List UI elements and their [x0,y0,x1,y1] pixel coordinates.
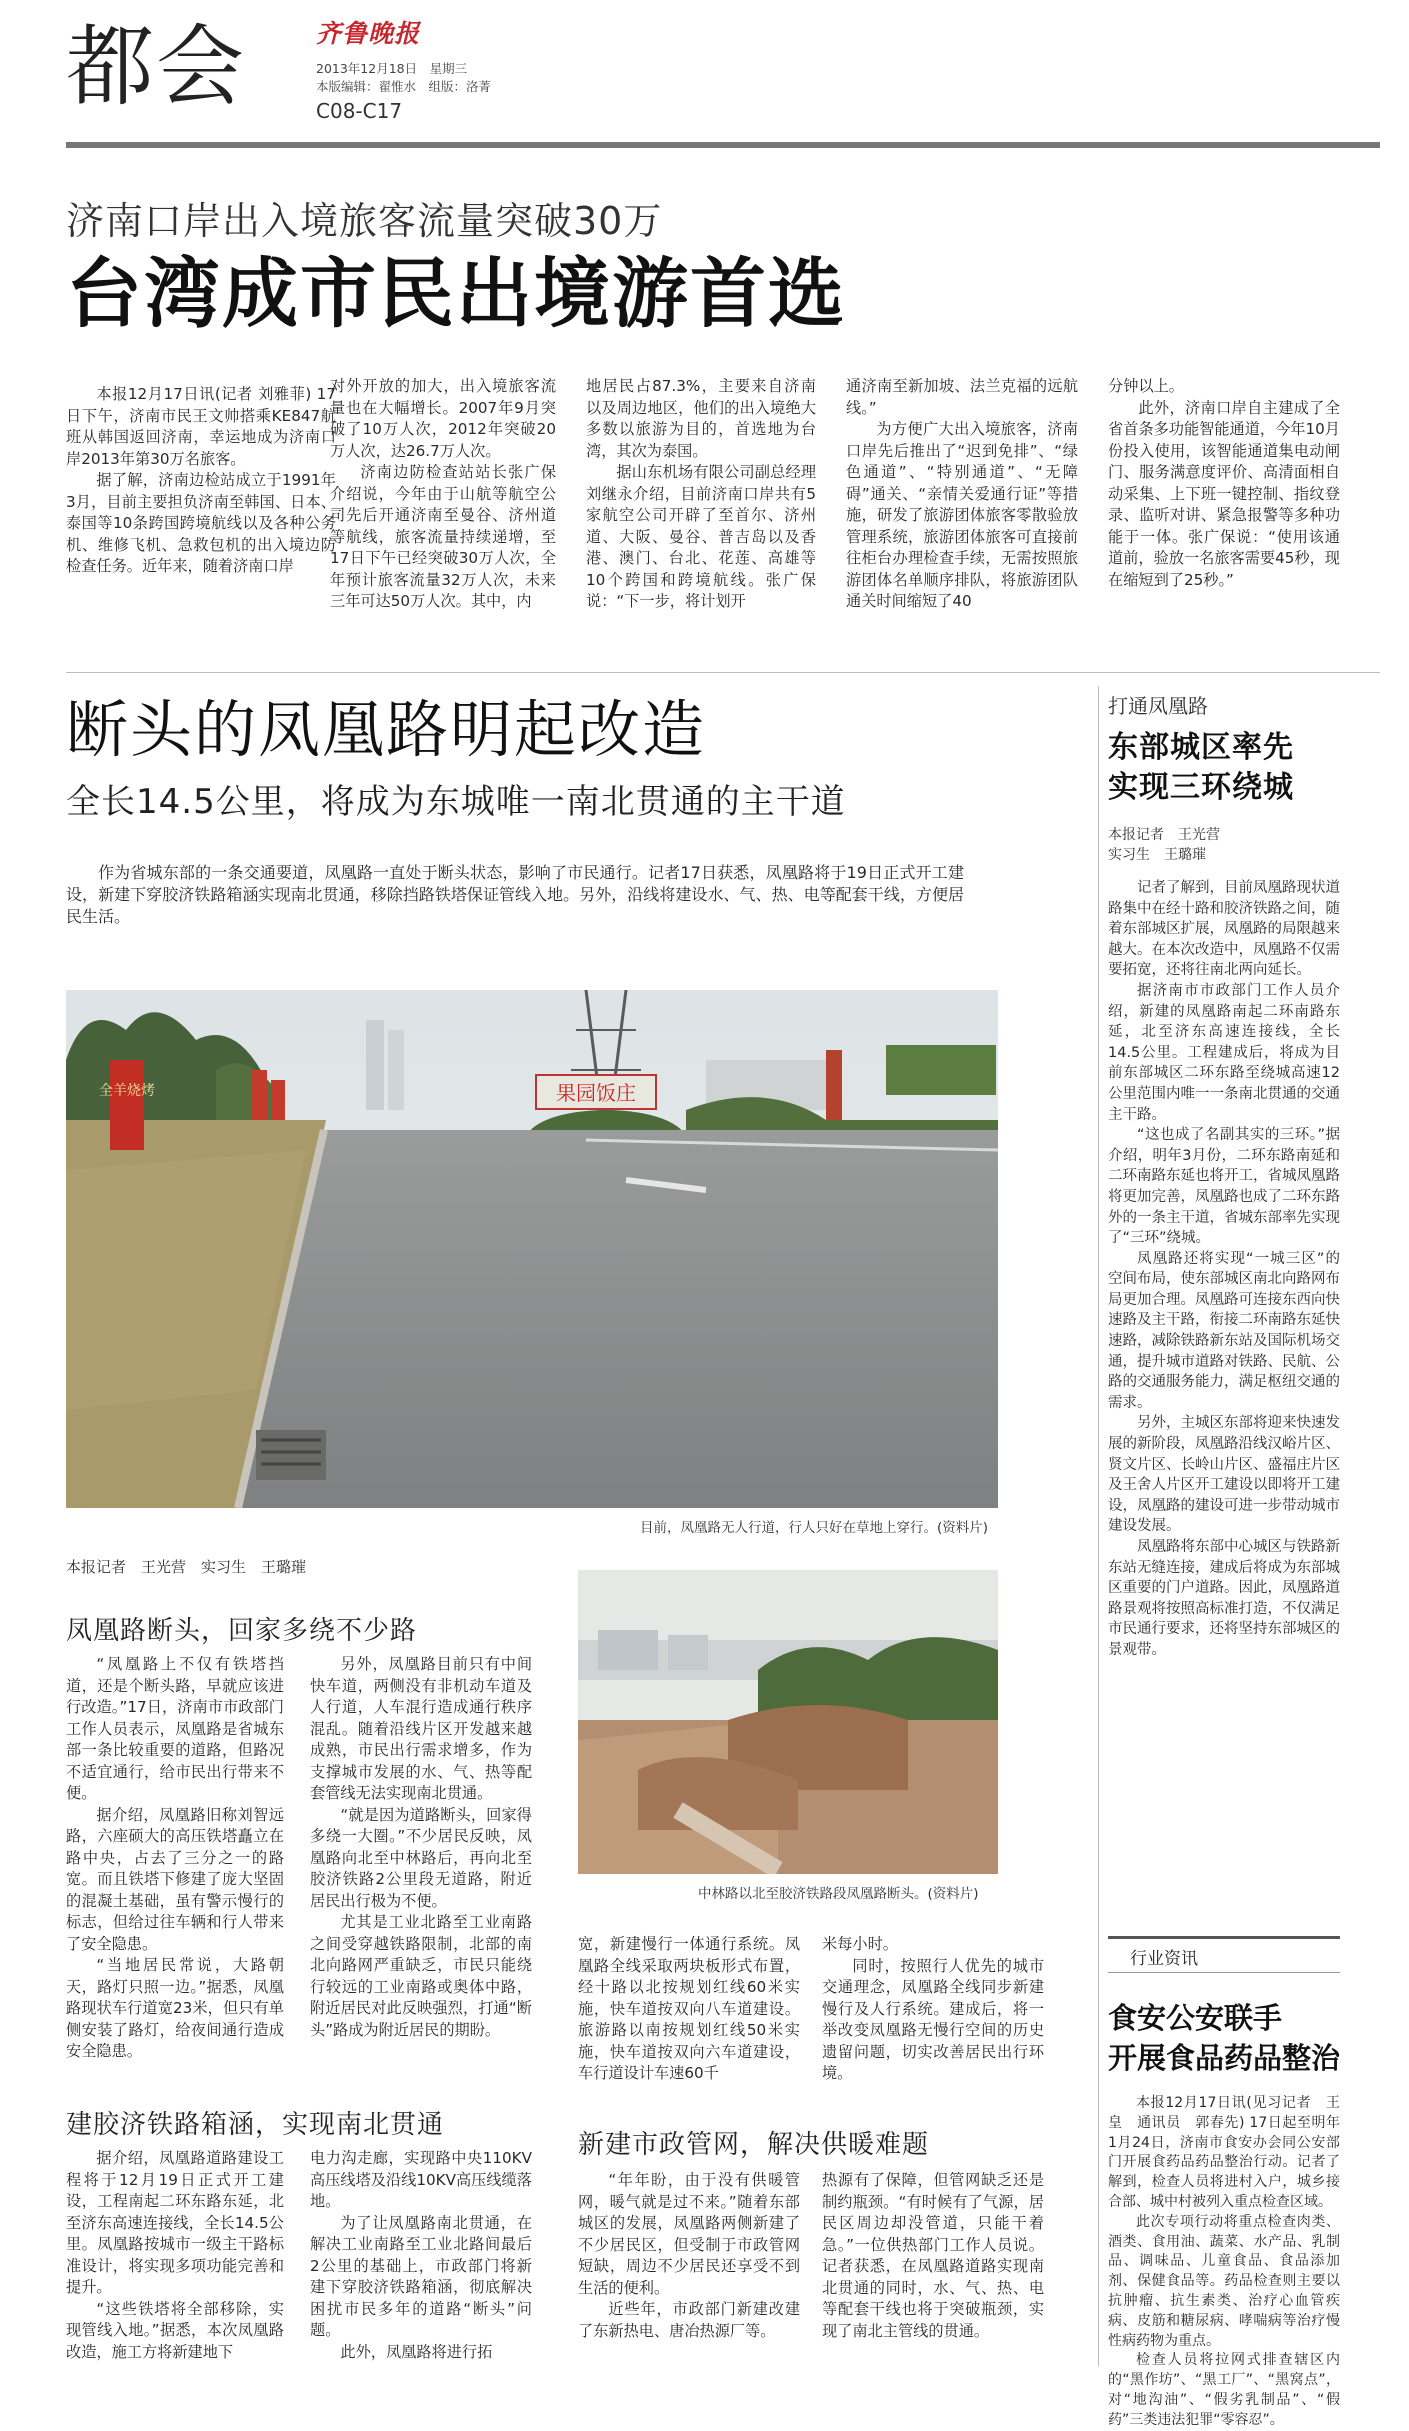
photo2-caption: 中林路以北至胶济铁路段凤凰路断头。(资料片) [698,1886,979,1902]
lead-col-5 [1108,376,1340,591]
sub2-col-2 [310,2148,532,2363]
sub3-title: 新建市政管网，解决供暖难题 [578,2130,930,2160]
paragraph: “年年盼，由于没有供暖管网，暖气就是过不来。”随着东部城区的发展，凤凰路两侧新建了不少居民区，但受制于市政管网短缺，周边不少居民还享受不到生活的便利。 [578,2171,800,2297]
editor-line: 本版编辑：翟惟水 组版：洛菁 [316,79,492,94]
food-body [1108,2094,1340,2431]
sidebar-headline-2: 实现三环绕城 [1108,770,1294,805]
paragraph: “凤凰路上不仅有铁塔挡道，还是个断头路，早就应该进行改造。”17日，济南市市政部门工作人员表示，凤凰路是省城东部一条比较重要的道路，但路况不适宜通行，给市民出行带来不便。 [66,1655,284,1802]
paragraph: “当地居民常说，大路朝天，路灯只照一边。”据悉，凤凰路现状车行道宽23米，但只有单侧安装了路灯，给夜间通行造成安全隐患。 [66,1956,284,2060]
paragraph: 此外，济南口岸自主建成了全省首条多功能智能通道，今年10月份投入使用，该智能通道集电动闸门、服务满意度评价、高清面相自动采集、上下班一键控制、指纹登录、监听对讲、紧急报警等多种功能于一体。张广保说：“使用该通道前，验放一名旅客需要45秒，现在缩短到了25秒。” [1108,398,1340,589]
sub3-col-1 [578,2170,800,2342]
paragraph: 检查人员将拉网式排查辖区内的“黑作坊”、“黑工厂”、“黑窝点”，对“地沟油”、“假劣乳制品”、“假药”三类违法犯罪“零容忍”。 [1108,2352,1340,2428]
paragraph: 记者了解到，目前凤凰路现状道路集中在经十路和胶济铁路之间，随着东部城区扩展，凤凰路的局限越来越大。在本次改造中，凤凰路不仅需要拓宽，还将往南北两向延长。 [1108,880,1340,979]
paragraph: 宽，新建慢行一体通行系统。凤凰路全线采取两块板形式布置，经十路以北按规划红线60米实施，快车道按双向八车道建设。旅游路以南按规划红线50米实施，快车道按双向六车道建设，车行道设计车速60千 [578,1935,800,2082]
food-headline-1: 食安公安联手 [1108,2001,1283,2035]
sub1-col-1 [66,1654,284,2063]
sidebar-byline-1: 本报记者 王光营 [1108,827,1220,843]
paragraph: 为了让凤凰路南北贯通，在解决工业南路至工业北路间最后2公里的基础上，市政部门将新建下穿胶济铁路箱涵，彻底解决困扰市民多年的道路“断头”问题。 [310,2213,532,2339]
paragraph: 分钟以上。 [1108,377,1184,395]
sub1-col-2 [310,1654,532,2041]
paragraph: 据山东机场有限公司副总经理刘继永介绍，目前济南口岸共有5家航空公司开辟了至首尔、济州道、大阪、曼谷、普吉岛以及香港、澳门、台北、花莲、高雄等10个跨国和跨境航线。张广保说：“下一步，将计划开 [586,463,816,610]
paragraph: 据介绍，凤凰路旧称刘智远路，六座硕大的高压铁塔矗立在路中央，占去了三分之一的路宽。而且铁塔下修建了庞大坚固的混凝土基础，虽有警示慢行的标志，但给过往车辆和行人带来了安全隐患。 [66,1805,284,1953]
paragraph: 此外，凤凰路将进行拓 [340,2342,493,2361]
paragraph: 此次专项行动将重点检查肉类、酒类、食用油、蔬菜、水产品、乳制品、调味品、儿童食品、食品添加剂、保健食品等。药品检查则主要以抗肿瘤、抗生素类、治疗心血管疾病、皮筋和糖尿病、哮喘病等治疗慢性病药物为重点。 [1108,2213,1340,2349]
sidebar-headline-1: 东部城区率先 [1108,730,1294,765]
lead-col-4 [846,376,1078,613]
road-photo [66,990,998,1508]
sidebar-byline-2: 实习生 王璐璀 [1108,847,1206,863]
sub1-title: 凤凰路断头，回家多绕不少路 [66,1616,418,1646]
paragraph: 米每小时。 [822,1935,898,1953]
paragraph: 本报12月17日讯(记者 刘雅菲) 17日下午，济南市民王文帅搭乘KE847航班从韩国返回济南，幸运地成为济南口岸2013年第30万名旅客。 [66,385,336,468]
paper-logo: 齐鲁晚报 [316,19,421,48]
paragraph: 本报12月17日讯(见习记者 王皇 通讯员 郭春先) 17日起至明年1月24日，济南市食安办会同公安部门开展食药品药品整治行动。记者了解到，检查人员将进村入户，城乡接合部、城中村被列入重点检查区域。 [1108,2095,1340,2210]
main-byline: 本报记者 王光营 实习生 王璐璀 [66,1558,307,1576]
paragraph: 热源有了保障，但管网缺乏还是制约瓶颈。“有时候有了气源，居民区周边却没管道，只能干着急。”一位供热部门工作人员说。记者获悉，在凤凰路道路实现南北贯通的同时，水、气、热、电等配套干线也将于突破瓶颈，实现了南北主管线的贯通。 [822,2171,1044,2340]
sub3-col-2 [822,2170,1044,2342]
mid-col-2 [822,1934,1044,2085]
paragraph: “就是因为道路断头，回家得多绕一大圈。”不少居民反映，凤凰路向北至中林路后，再向北至胶济铁路2公里段无道路，附近居民出行极为不便。 [310,1805,532,1910]
lead-headline: 台湾成市民出境游首选 [66,249,846,338]
paragraph: 另外，主城区东部将迎来快速发展的新阶段，凤凰路沿线汉峪片区、贤文片区、长岭山片区、盛福庄片区及王舍人片区开工建设以即将开工建设，凤凰路的建设可进一步带动城市建设发展。 [1108,1415,1340,1535]
paragraph: 近些年，市政部门新建改建了东新热电、唐冶热源厂等。 [578,2300,800,2340]
industry-rule [1108,1936,1340,1939]
mid-col-1 [578,1934,800,2085]
lead-col-1 [66,384,336,578]
paragraph: 为方便广大出入境旅客，济南口岸先后推出了“迟到免排”、“绿色通道”、“特别通道”、“无障碍”通关、“亲情关爱通行证”等措施，研发了旅游团体旅客零散验放管理系统，旅游团体旅客可直接前往柜台办理检查手续，无需按照旅游团体名单顺序排队，将旅游团队通关时间缩短了40 [846,420,1078,610]
page-range: C08-C17 [316,99,403,123]
masthead-rule [66,142,1380,148]
paragraph: 同时，按照行人优先的城市交通理念，凤凰路全线同步新建慢行及人行系统。建成后，将一举改变凤凰路无慢行空间的历史遗留问题，切实改善居民出行环境。 [822,1956,1044,2082]
sidebar-kicker: 打通凤凰路 [1108,694,1208,718]
paragraph: 据了解，济南边检站成立于1991年3月，目前主要担负济南至韩国、日本、泰国等10条跨国跨境航线以及各种公务机、维修飞机、急救包机的出入境边防检查任务。近年来，随着济南口岸 [66,471,336,575]
paragraph: 据介绍，凤凰路道路建设工程将于12月19日正式开工建设，工程南起二环东路东延，北至济东高速连接线，全长14.5公里。凤凰路按城市一级主干路标准设计，将实现多项功能完善和提升。 [66,2149,284,2296]
paragraph: 据济南市市政部门工作人员介绍，新建的凤凰路南起二环南路东延，北至济东高速连接线，全长14.5公里。工程建成后，将成为目前东部城区二环东路至绕城高速12公里范围内唯一一条南北贯通的交通主干路。 [1108,982,1340,1123]
main-intro: 作为省城东部的一条交通要道，凤凰路一直处于断头状态，影响了市民通行。记者17日获悉，凤凰路将于19日正式开工建设，新建下穿胶济铁路箱涵实现南北贯通，移除挡路铁塔保证管线入地。另外，沿线将建设水、气、热、电等配套干线，方便居民生活。 [66,863,964,926]
paragraph: 另外，凤凰路目前只有中间快车道，两侧没有非机动车道及人行道，人车混行造成通行秩序混乱。随着沿线片区开发越来越成熟，市民出行需求增多，作为支撑城市发展的水、气、热等配套管线无法实现南北贯通。 [310,1655,532,1802]
paragraph: 凤凰路将东部中心城区与铁路新东站无缝连接，建成后将成为东部城区重要的门户道路。因此，凤凰路道路景观将按照高标准打造，不仅满足市民通行要求，还将坚持东部城区的景观带。 [1108,1539,1340,1658]
photo1-caption: 目前，凤凰路无人行道，行人只好在草地上穿行。(资料片) [640,1520,989,1536]
paragraph: 凤凰路还将实现“一城三区”的空间布局，使东部城区南北向路网布局更加合理。凤凰路可连接东西向快速路及主干路，衔接二环南路东延快速路，减除铁路新东站及国际机场交通，提升城市道路对铁路、民航、公路的交通服务能力，满足枢纽交通的需求。 [1108,1250,1340,1411]
main-subheadline: 全长14.5公里，将成为东城唯一南北贯通的主干道 [66,782,846,822]
sidebar-body [1108,878,1340,1661]
food-headline-2: 开展食品药品整治 [1108,2041,1341,2075]
paragraph: 济南边防检查站站长张广保介绍说，今年由于山航等航空公司先后开通济南至曼谷、济州道等航线，旅客流量持续递增，至17日下午已经突破30万人次，全年预计旅客流量32万人次，未来三年可达50万人次。其中，内 [330,463,556,610]
dead-end-photo [578,1570,998,1874]
sidebar-divider [1098,686,1099,2366]
paragraph: “这些铁塔将全部移除，实现管线入地。”据悉，本次凤凰路改造，施工方将新建地下 [66,2299,284,2361]
bbq-sign: 全羊烧烤 [99,1083,155,1099]
industry-label: 行业资讯 [1130,1949,1198,1969]
paragraph: “这也成了名副其实的三环。”据介绍，明年3月份，二环东路南延和二环南路东延也将开工，省城凤凰路将更加完善，凤凰路也成了二环东路外的一条主干道，省城东部率先实现了“三环”绕城。 [1108,1127,1340,1247]
lead-kicker: 济南口岸出入境旅客流量突破30万 [66,199,663,243]
paragraph: 地居民占87.3%，主要来自济南以及周边地区，他们的出入境绝大多数以旅游为目的，首选地为台湾，其次为泰国。 [586,377,816,460]
section-title: 都会 [66,15,247,118]
paragraph: 尤其是工业北路至工业南路之间受穿越铁路限制，北部的南北向路网严重缺乏，市民只能绕行较远的工业南路或奥体中路，附近居民对此反映强烈，打通“断头”路成为附近居民的期盼。 [310,1913,532,2039]
paragraph: 通济南至新加坡、法兰克福的远航线。” [846,377,1078,417]
sub2-col-1 [66,2148,284,2363]
lead-col-2 [330,376,556,613]
lead-col-3 [586,376,816,613]
paragraph: 电力沟走廊，实现路中央110KV高压线塔及沿线10KV高压线缆落地。 [310,2149,532,2210]
sub2-title: 建胶济铁路箱涵，实现南北贯通 [66,2110,445,2140]
lead-rule [66,672,1380,673]
date-line: 2013年12月18日 星期三 [316,61,468,76]
paragraph: 对外开放的加大，出入境旅客流量也在大幅增长。2007年9月突破了10万人次，2012年突破20万人次，达26.7万人次。 [330,377,556,460]
industry-rule-2 [1108,1972,1340,1973]
restaurant-sign: 果园饭庄 [556,1081,636,1105]
main-headline: 断头的凤凰路明起改造 [66,693,707,766]
